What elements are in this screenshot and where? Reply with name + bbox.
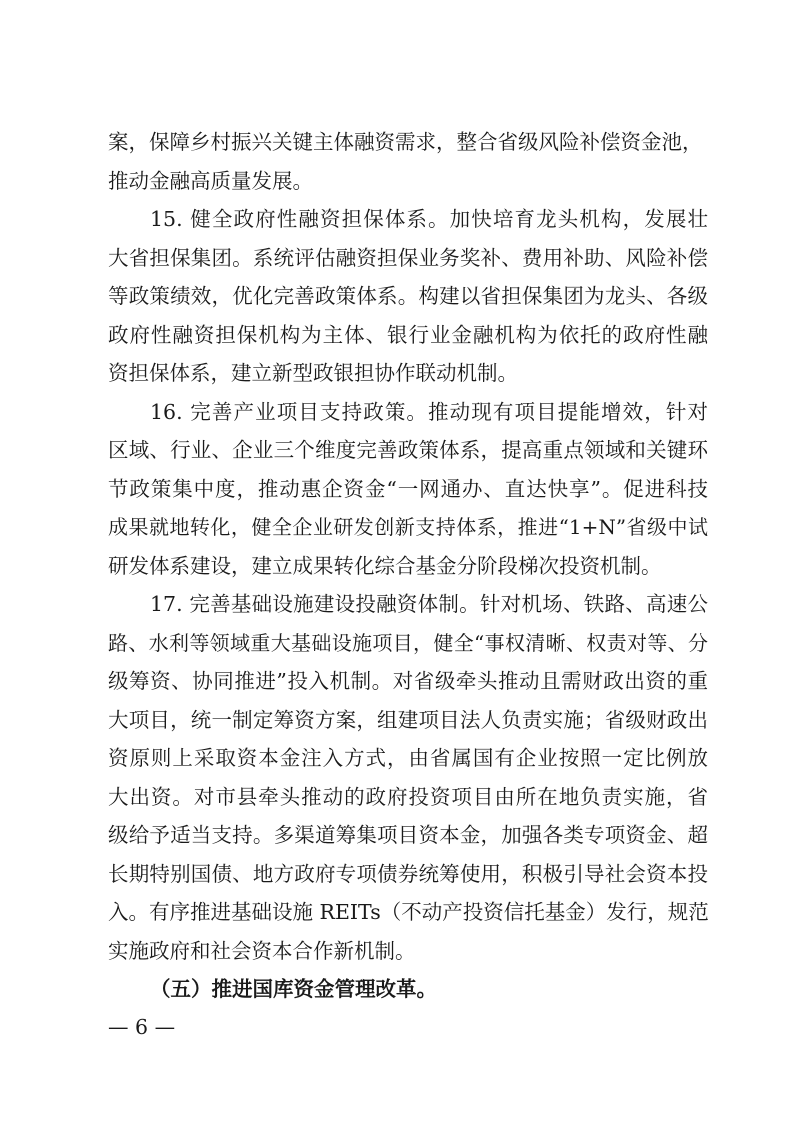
paragraph-line: 推动金融高质量发展。	[108, 169, 313, 193]
item-16-line: 16. 完善产业项目支持政策。推动现有项目提能增效，针对	[150, 400, 708, 424]
paragraph-line: 等政策绩效，优化完善政策体系。构建以省担保集团为龙头、各级	[108, 284, 708, 308]
paragraph-line: 区域、行业、企业三个维度完善政策体系，提高重点领域和关键环	[108, 438, 708, 462]
item-17-line: 17. 完善基础设施建设投融资体制。针对机场、铁路、高速公	[150, 592, 708, 616]
paragraph-line: 级筹资、协同推进”投入机制。对省级牵头推动且需财政出资的重	[108, 669, 708, 693]
page-number: — 6 —	[108, 1015, 176, 1039]
section-heading: （五）推进国库资金管理改革。	[150, 977, 437, 1001]
paragraph-line: 案，保障乡村振兴关键主体融资需求，整合省级风险补偿资金池，	[108, 130, 703, 154]
paragraph-line: 大出资。对市县牵头推动的政府投资项目由所在地负责实施，省	[108, 785, 708, 809]
paragraph-line: 节政策集中度，推动惠企资金“一网通办、直达快享”。促进科技	[108, 477, 708, 501]
item-15-line: 15. 健全政府性融资担保体系。加快培育龙头机构，发展壮	[150, 207, 708, 231]
paragraph-line: 资原则上采取资本金注入方式，由省属国有企业按照一定比例放	[108, 746, 708, 770]
paragraph-line: 大项目，统一制定筹资方案，组建项目法人负责实施；省级财政出	[108, 708, 708, 732]
paragraph-line: 研发体系建设，建立成果转化综合基金分阶段梯次投资机制。	[108, 554, 662, 578]
paragraph-line: 资担保体系，建立新型政银担协作联动机制。	[108, 361, 518, 385]
paragraph-line: 长期特别国债、地方政府专项债券统筹使用，积极引导社会资本投	[108, 862, 708, 886]
paragraph-line: 入。有序推进基础设施 REITs（不动产投资信托基金）发行，规范	[108, 900, 709, 924]
paragraph-line: 政府性融资担保机构为主体、银行业金融机构为依托的政府性融	[108, 323, 708, 347]
paragraph-line: 级给予适当支持。多渠道筹集项目资本金，加强各类专项资金、超	[108, 823, 708, 847]
paragraph-line: 大省担保集团。系统评估融资担保业务奖补、费用补助、风险补偿	[108, 246, 708, 270]
paragraph-line: 实施政府和社会资本合作新机制。	[108, 939, 416, 963]
paragraph-line: 成果就地转化，健全企业研发创新支持体系，推进“1+N”省级中试	[108, 515, 708, 539]
paragraph-line: 路、水利等领域重大基础设施项目，健全“事权清晰、权责对等、分	[108, 631, 708, 655]
